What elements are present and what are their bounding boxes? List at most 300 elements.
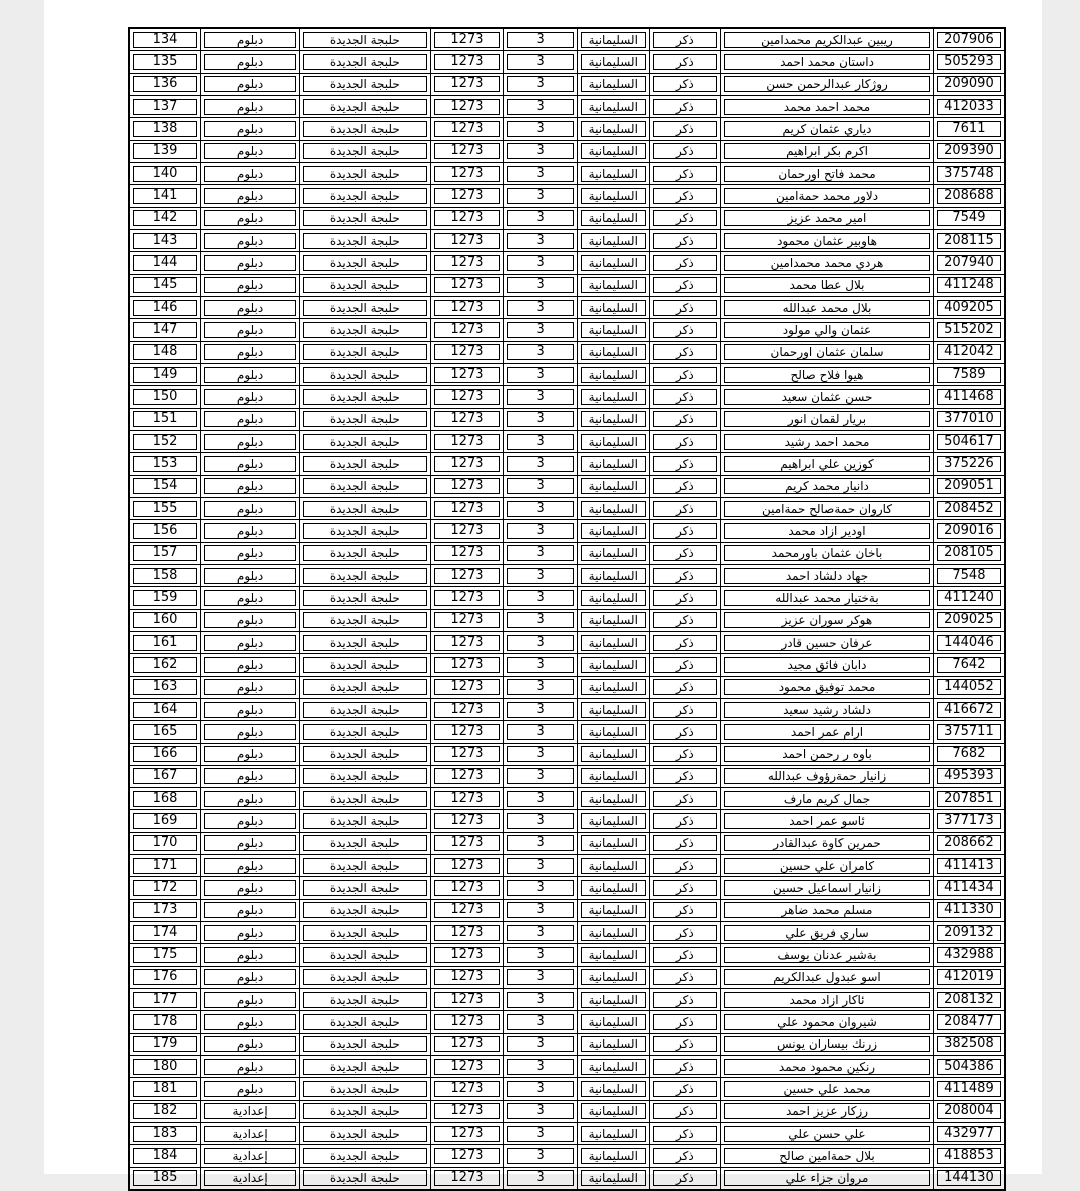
qualification-cell bbox=[201, 1078, 300, 1100]
id-number-cell bbox=[933, 319, 1005, 341]
place-cell-text: حلبجة الجديدة bbox=[303, 1126, 427, 1142]
place-cell-text: حلبجة الجديدة bbox=[303, 478, 427, 494]
table-row bbox=[129, 1145, 1005, 1167]
place-cell-text: حلبجة الجديدة bbox=[303, 791, 427, 807]
full-name-cell bbox=[721, 319, 934, 341]
governorate-cell-text: السليمانية bbox=[581, 300, 646, 316]
full-name-cell-text: روژكار عبدالرحمن حسن bbox=[724, 76, 930, 92]
governorate-cell bbox=[577, 743, 649, 765]
id-number-cell-text: 412019 bbox=[937, 969, 1001, 985]
qualification-cell bbox=[201, 95, 300, 117]
governorate-cell bbox=[577, 1033, 649, 1055]
qualification-cell bbox=[201, 1011, 300, 1033]
full-name-cell-text: دابان فائق مجيد bbox=[724, 657, 930, 673]
id-number-cell-text: 208132 bbox=[937, 992, 1001, 1008]
code-cell-text: 1273 bbox=[434, 858, 501, 874]
id-number-cell bbox=[933, 386, 1005, 408]
full-name-cell-text: ئاسو عمر احمد bbox=[724, 813, 930, 829]
governorate-cell bbox=[577, 229, 649, 251]
code-cell-text: 1273 bbox=[434, 925, 501, 941]
grade-cell bbox=[504, 765, 578, 787]
gender-cell-text: ذكر bbox=[653, 233, 718, 249]
code-cell bbox=[430, 966, 504, 988]
qualification-cell bbox=[201, 1056, 300, 1078]
gender-cell-text: ذكر bbox=[653, 188, 718, 204]
seq-cell bbox=[129, 520, 201, 542]
seq-cell-text: 171 bbox=[133, 858, 197, 874]
governorate-cell-text: السليمانية bbox=[581, 724, 646, 740]
grade-cell-text: 3 bbox=[507, 1103, 574, 1119]
code-cell bbox=[430, 118, 504, 140]
id-number-cell-text: 7548 bbox=[937, 568, 1001, 584]
code-cell-text: 1273 bbox=[434, 1126, 501, 1142]
governorate-cell-text: السليمانية bbox=[581, 456, 646, 472]
code-cell bbox=[430, 51, 504, 73]
governorate-cell bbox=[577, 855, 649, 877]
place-cell bbox=[300, 654, 431, 676]
seq-cell-text: 158 bbox=[133, 568, 197, 584]
seq-cell-text: 183 bbox=[133, 1126, 197, 1142]
gender-cell bbox=[649, 877, 721, 899]
full-name-cell-text: سلمان عثمان اورحمان bbox=[724, 344, 930, 360]
grade-cell bbox=[504, 1123, 578, 1145]
governorate-cell bbox=[577, 1167, 649, 1190]
id-number-cell bbox=[933, 721, 1005, 743]
governorate-cell bbox=[577, 386, 649, 408]
grade-cell-text: 3 bbox=[507, 389, 574, 405]
code-cell-text: 1273 bbox=[434, 76, 501, 92]
id-number-cell bbox=[933, 765, 1005, 787]
grade-cell bbox=[504, 922, 578, 944]
gender-cell-text: ذكر bbox=[653, 255, 718, 271]
qualification-cell bbox=[201, 609, 300, 631]
grade-cell bbox=[504, 698, 578, 720]
id-number-cell bbox=[933, 1033, 1005, 1055]
id-number-cell bbox=[933, 587, 1005, 609]
seq-cell-text: 138 bbox=[133, 121, 197, 137]
id-number-cell-text: 209025 bbox=[937, 612, 1001, 628]
seq-cell bbox=[129, 1123, 201, 1145]
qualification-cell-text: دبلوم bbox=[204, 590, 296, 606]
grade-cell-text: 3 bbox=[507, 1036, 574, 1052]
id-number-cell bbox=[933, 788, 1005, 810]
place-cell bbox=[300, 408, 431, 430]
qualification-cell-text: دبلوم bbox=[204, 992, 296, 1008]
governorate-cell bbox=[577, 118, 649, 140]
full-name-cell bbox=[721, 229, 934, 251]
id-number-cell bbox=[933, 520, 1005, 542]
qualification-cell bbox=[201, 922, 300, 944]
code-cell bbox=[430, 1033, 504, 1055]
place-cell-text: حلبجة الجديدة bbox=[303, 501, 427, 517]
gender-cell bbox=[649, 28, 721, 51]
id-number-cell-text: 375226 bbox=[937, 456, 1001, 472]
place-cell-text: حلبجة الجديدة bbox=[303, 233, 427, 249]
seq-cell-text: 141 bbox=[133, 188, 197, 204]
gender-cell bbox=[649, 520, 721, 542]
full-name-cell-text: عثمان والي مولود bbox=[724, 322, 930, 338]
grade-cell bbox=[504, 319, 578, 341]
full-name-cell bbox=[721, 877, 934, 899]
full-name-cell-text: داستان محمد احمد bbox=[724, 54, 930, 70]
code-cell-text: 1273 bbox=[434, 255, 501, 271]
grade-cell-text: 3 bbox=[507, 523, 574, 539]
id-number-cell-text: 495393 bbox=[937, 768, 1001, 784]
governorate-cell-text: السليمانية bbox=[581, 523, 646, 539]
full-name-cell-text: اسو عبدول عبدالكريم bbox=[724, 969, 930, 985]
qualification-cell bbox=[201, 28, 300, 51]
table-row bbox=[129, 743, 1005, 765]
seq-cell-text: 164 bbox=[133, 702, 197, 718]
id-number-cell-text: 412033 bbox=[937, 99, 1001, 115]
place-cell-text: حلبجة الجديدة bbox=[303, 1103, 427, 1119]
gender-cell bbox=[649, 1100, 721, 1122]
code-cell-text: 1273 bbox=[434, 99, 501, 115]
full-name-cell bbox=[721, 1033, 934, 1055]
qualification-cell bbox=[201, 1123, 300, 1145]
full-name-cell-text: امير محمد عزيز bbox=[724, 210, 930, 226]
full-name-cell-text: جهاد دلشاد احمد bbox=[724, 568, 930, 584]
grade-cell bbox=[504, 140, 578, 162]
seq-cell bbox=[129, 564, 201, 586]
governorate-cell bbox=[577, 252, 649, 274]
code-cell-text: 1273 bbox=[434, 791, 501, 807]
code-cell bbox=[430, 1145, 504, 1167]
governorate-cell bbox=[577, 73, 649, 95]
grade-cell bbox=[504, 1100, 578, 1122]
qualification-cell bbox=[201, 118, 300, 140]
place-cell bbox=[300, 252, 431, 274]
qualification-cell-text: دبلوم bbox=[204, 99, 296, 115]
grade-cell bbox=[504, 430, 578, 452]
full-name-cell bbox=[721, 922, 934, 944]
code-cell-text: 1273 bbox=[434, 969, 501, 985]
full-name-cell bbox=[721, 51, 934, 73]
full-name-cell bbox=[721, 430, 934, 452]
grade-cell-text: 3 bbox=[507, 99, 574, 115]
id-number-cell bbox=[933, 899, 1005, 921]
qualification-cell-text: دبلوم bbox=[204, 813, 296, 829]
grade-cell bbox=[504, 855, 578, 877]
seq-cell-text: 156 bbox=[133, 523, 197, 539]
gender-cell-text: ذكر bbox=[653, 300, 718, 316]
seq-cell bbox=[129, 341, 201, 363]
grade-cell-text: 3 bbox=[507, 902, 574, 918]
qualification-cell-text: دبلوم bbox=[204, 166, 296, 182]
code-cell bbox=[430, 832, 504, 854]
full-name-cell-text: زرنك بيساران يونس bbox=[724, 1036, 930, 1052]
place-cell-text: حلبجة الجديدة bbox=[303, 188, 427, 204]
qualification-cell-text: دبلوم bbox=[204, 143, 296, 159]
place-cell-text: حلبجة الجديدة bbox=[303, 969, 427, 985]
governorate-cell-text: السليمانية bbox=[581, 612, 646, 628]
grade-cell bbox=[504, 453, 578, 475]
code-cell-text: 1273 bbox=[434, 501, 501, 517]
grade-cell bbox=[504, 899, 578, 921]
code-cell-text: 1273 bbox=[434, 746, 501, 762]
place-cell-text: حلبجة الجديدة bbox=[303, 523, 427, 539]
table-row bbox=[129, 922, 1005, 944]
id-number-cell-text: 432988 bbox=[937, 947, 1001, 963]
gender-cell-text: ذكر bbox=[653, 411, 718, 427]
grade-cell-text: 3 bbox=[507, 992, 574, 1008]
full-name-cell-text: محمد احمد رشيد bbox=[724, 434, 930, 450]
grade-cell-text: 3 bbox=[507, 702, 574, 718]
place-cell bbox=[300, 877, 431, 899]
id-number-cell-text: 208105 bbox=[937, 545, 1001, 561]
place-cell-text: حلبجة الجديدة bbox=[303, 746, 427, 762]
governorate-cell-text: السليمانية bbox=[581, 99, 646, 115]
grade-cell bbox=[504, 1145, 578, 1167]
qualification-cell bbox=[201, 497, 300, 519]
seq-cell-text: 168 bbox=[133, 791, 197, 807]
seq-cell-text: 142 bbox=[133, 210, 197, 226]
qualification-cell-text: إعدادية bbox=[204, 1103, 296, 1119]
seq-cell-text: 149 bbox=[133, 367, 197, 383]
code-cell bbox=[430, 542, 504, 564]
id-number-cell bbox=[933, 743, 1005, 765]
governorate-cell bbox=[577, 721, 649, 743]
seq-cell bbox=[129, 676, 201, 698]
grade-cell-text: 3 bbox=[507, 1014, 574, 1030]
table-row bbox=[129, 1167, 1005, 1190]
id-number-cell-text: 411434 bbox=[937, 880, 1001, 896]
full-name-cell-text: بريار لقمان انور bbox=[724, 411, 930, 427]
code-cell-text: 1273 bbox=[434, 679, 501, 695]
qualification-cell bbox=[201, 453, 300, 475]
place-cell-text: حلبجة الجديدة bbox=[303, 1059, 427, 1075]
id-number-cell bbox=[933, 296, 1005, 318]
id-number-cell-text: 504617 bbox=[937, 434, 1001, 450]
qualification-cell-text: دبلوم bbox=[204, 210, 296, 226]
code-cell bbox=[430, 1056, 504, 1078]
governorate-cell-text: السليمانية bbox=[581, 1126, 646, 1142]
place-cell-text: حلبجة الجديدة bbox=[303, 99, 427, 115]
governorate-cell-text: السليمانية bbox=[581, 277, 646, 293]
id-number-cell bbox=[933, 1145, 1005, 1167]
table-row bbox=[129, 944, 1005, 966]
table-row bbox=[129, 564, 1005, 586]
full-name-cell-text: حمرين كاوة عبدالقادر bbox=[724, 835, 930, 851]
id-number-cell-text: 377010 bbox=[937, 411, 1001, 427]
full-name-cell-text: باوه ر رحمن احمد bbox=[724, 746, 930, 762]
gender-cell-text: ذكر bbox=[653, 99, 718, 115]
governorate-cell bbox=[577, 185, 649, 207]
gender-cell-text: ذكر bbox=[653, 791, 718, 807]
code-cell bbox=[430, 587, 504, 609]
seq-cell-text: 154 bbox=[133, 478, 197, 494]
place-cell bbox=[300, 542, 431, 564]
full-name-cell-text: دلاور محمد حمةامين bbox=[724, 188, 930, 204]
grade-cell bbox=[504, 944, 578, 966]
seq-cell-text: 136 bbox=[133, 76, 197, 92]
id-number-cell bbox=[933, 185, 1005, 207]
table-row bbox=[129, 319, 1005, 341]
place-cell-text: حلبجة الجديدة bbox=[303, 389, 427, 405]
qualification-cell bbox=[201, 944, 300, 966]
gender-cell bbox=[649, 1056, 721, 1078]
table-row bbox=[129, 408, 1005, 430]
full-name-cell bbox=[721, 1078, 934, 1100]
gender-cell bbox=[649, 319, 721, 341]
code-cell bbox=[430, 743, 504, 765]
seq-cell-text: 153 bbox=[133, 456, 197, 472]
qualification-cell-text: دبلوم bbox=[204, 746, 296, 762]
seq-cell bbox=[129, 453, 201, 475]
gender-cell-text: ذكر bbox=[653, 679, 718, 695]
code-cell-text: 1273 bbox=[434, 389, 501, 405]
gender-cell bbox=[649, 944, 721, 966]
id-number-cell bbox=[933, 95, 1005, 117]
full-name-cell bbox=[721, 497, 934, 519]
governorate-cell bbox=[577, 654, 649, 676]
qualification-cell bbox=[201, 140, 300, 162]
seq-cell-text: 163 bbox=[133, 679, 197, 695]
seq-cell-text: 165 bbox=[133, 724, 197, 740]
place-cell bbox=[300, 363, 431, 385]
id-number-cell bbox=[933, 475, 1005, 497]
full-name-cell-text: مروان جزاء علي bbox=[724, 1170, 930, 1186]
full-name-cell-text: مسلم محمد ضاهر bbox=[724, 902, 930, 918]
grade-cell-text: 3 bbox=[507, 1081, 574, 1097]
governorate-cell bbox=[577, 140, 649, 162]
place-cell bbox=[300, 1167, 431, 1190]
code-cell-text: 1273 bbox=[434, 947, 501, 963]
full-name-cell bbox=[721, 765, 934, 787]
place-cell-text: حلبجة الجديدة bbox=[303, 143, 427, 159]
grade-cell-text: 3 bbox=[507, 322, 574, 338]
place-cell bbox=[300, 341, 431, 363]
qualification-cell bbox=[201, 989, 300, 1011]
gender-cell-text: ذكر bbox=[653, 121, 718, 137]
governorate-cell-text: السليمانية bbox=[581, 322, 646, 338]
place-cell-text: حلبجة الجديدة bbox=[303, 255, 427, 271]
id-number-cell bbox=[933, 922, 1005, 944]
table-row bbox=[129, 1011, 1005, 1033]
governorate-cell bbox=[577, 922, 649, 944]
roster-body bbox=[129, 28, 1005, 1190]
code-cell bbox=[430, 609, 504, 631]
qualification-cell bbox=[201, 520, 300, 542]
code-cell bbox=[430, 788, 504, 810]
table-row bbox=[129, 430, 1005, 452]
governorate-cell bbox=[577, 430, 649, 452]
full-name-cell bbox=[721, 966, 934, 988]
gender-cell-text: ذكر bbox=[653, 746, 718, 762]
gender-cell bbox=[649, 832, 721, 854]
place-cell-text: حلبجة الجديدة bbox=[303, 858, 427, 874]
full-name-cell-text: بلال عطا محمد bbox=[724, 277, 930, 293]
table-row bbox=[129, 296, 1005, 318]
full-name-cell-text: محمد احمد محمد bbox=[724, 99, 930, 115]
grade-cell-text: 3 bbox=[507, 54, 574, 70]
id-number-cell bbox=[933, 676, 1005, 698]
seq-cell bbox=[129, 944, 201, 966]
table-row bbox=[129, 1033, 1005, 1055]
place-cell bbox=[300, 743, 431, 765]
place-cell-text: حلبجة الجديدة bbox=[303, 724, 427, 740]
gender-cell bbox=[649, 73, 721, 95]
grade-cell bbox=[504, 989, 578, 1011]
place-cell-text: حلبجة الجديدة bbox=[303, 612, 427, 628]
full-name-cell bbox=[721, 1123, 934, 1145]
place-cell bbox=[300, 497, 431, 519]
governorate-cell-text: السليمانية bbox=[581, 947, 646, 963]
governorate-cell bbox=[577, 207, 649, 229]
place-cell-text: حلبجة الجديدة bbox=[303, 835, 427, 851]
gender-cell-text: ذكر bbox=[653, 501, 718, 517]
table-row bbox=[129, 877, 1005, 899]
table-row bbox=[129, 341, 1005, 363]
place-cell-text: حلبجة الجديدة bbox=[303, 702, 427, 718]
gender-cell bbox=[649, 810, 721, 832]
qualification-cell bbox=[201, 587, 300, 609]
seq-cell-text: 175 bbox=[133, 947, 197, 963]
code-cell-text: 1273 bbox=[434, 880, 501, 896]
seq-cell bbox=[129, 95, 201, 117]
qualification-cell bbox=[201, 386, 300, 408]
qualification-cell-text: دبلوم bbox=[204, 32, 296, 48]
full-name-cell-text: اكرم بكر ابراهيم bbox=[724, 143, 930, 159]
grade-cell bbox=[504, 654, 578, 676]
code-cell bbox=[430, 185, 504, 207]
gender-cell bbox=[649, 274, 721, 296]
governorate-cell-text: السليمانية bbox=[581, 925, 646, 941]
table-row bbox=[129, 966, 1005, 988]
qualification-cell-text: إعدادية bbox=[204, 1148, 296, 1164]
gender-cell bbox=[649, 430, 721, 452]
gender-cell-text: ذكر bbox=[653, 1148, 718, 1164]
qualification-cell bbox=[201, 855, 300, 877]
seq-cell-text: 173 bbox=[133, 902, 197, 918]
id-number-cell bbox=[933, 274, 1005, 296]
place-cell bbox=[300, 855, 431, 877]
grade-cell bbox=[504, 95, 578, 117]
governorate-cell-text: السليمانية bbox=[581, 545, 646, 561]
place-cell-text: حلبجة الجديدة bbox=[303, 1081, 427, 1097]
grade-cell-text: 3 bbox=[507, 434, 574, 450]
qualification-cell-text: دبلوم bbox=[204, 791, 296, 807]
code-cell-text: 1273 bbox=[434, 902, 501, 918]
governorate-cell bbox=[577, 453, 649, 475]
full-name-cell bbox=[721, 386, 934, 408]
governorate-cell-text: السليمانية bbox=[581, 367, 646, 383]
id-number-cell bbox=[933, 252, 1005, 274]
full-name-cell bbox=[721, 676, 934, 698]
grade-cell-text: 3 bbox=[507, 300, 574, 316]
place-cell bbox=[300, 430, 431, 452]
qualification-cell-text: دبلوم bbox=[204, 925, 296, 941]
governorate-cell-text: السليمانية bbox=[581, 1170, 646, 1186]
grade-cell bbox=[504, 587, 578, 609]
id-number-cell-text: 411413 bbox=[937, 858, 1001, 874]
full-name-cell bbox=[721, 899, 934, 921]
seq-cell bbox=[129, 319, 201, 341]
table-row bbox=[129, 1100, 1005, 1122]
full-name-cell bbox=[721, 810, 934, 832]
place-cell bbox=[300, 229, 431, 251]
seq-cell-text: 157 bbox=[133, 545, 197, 561]
place-cell-text: حلبجة الجديدة bbox=[303, 925, 427, 941]
governorate-cell-text: السليمانية bbox=[581, 255, 646, 271]
place-cell bbox=[300, 698, 431, 720]
grade-cell bbox=[504, 877, 578, 899]
seq-cell bbox=[129, 363, 201, 385]
qualification-cell bbox=[201, 1167, 300, 1190]
id-number-cell bbox=[933, 966, 1005, 988]
table-row bbox=[129, 252, 1005, 274]
full-name-cell bbox=[721, 1011, 934, 1033]
